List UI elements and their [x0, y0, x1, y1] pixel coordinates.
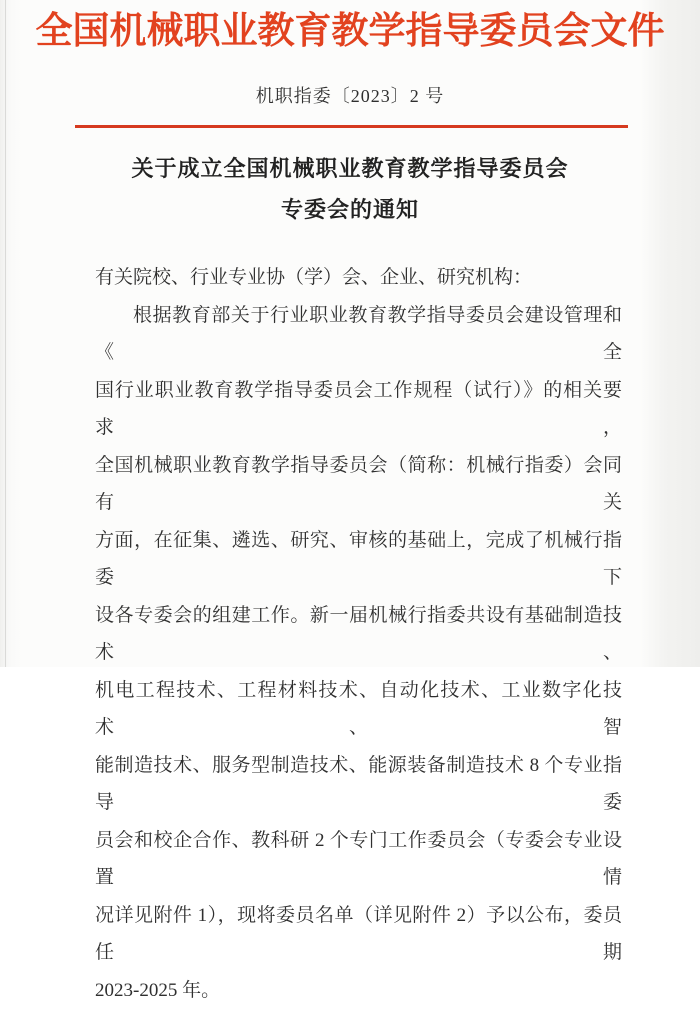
- body-line: 机电工程技术、工程材料技术、自动化技术、工业数字化技术、智: [95, 672, 622, 747]
- body-line: 况详见附件 1），现将委员名单（详见附件 2）予以公布，委员任期: [95, 897, 622, 972]
- notice-title-line2: 专委会的通知: [0, 189, 700, 230]
- document-number: 机职指委〔2023〕2 号: [0, 82, 700, 108]
- body-line: 根据教育部关于行业职业教育教学指导委员会建设管理和《全: [95, 297, 622, 372]
- body-line: 设各专委会的组建工作。新一届机械行指委共设有基础制造技术、: [95, 597, 622, 672]
- body-line: 能制造技术、服务型制造技术、能源装备制造技术 8 个专业指导委: [95, 747, 622, 822]
- notice-title-line1: 关于成立全国机械职业教育教学指导委员会: [0, 148, 700, 189]
- body-line: 国行业职业教育教学指导委员会工作规程（试行）》的相关要求，: [95, 372, 622, 447]
- body-line: 2023-2025 年。: [95, 972, 622, 1009]
- letterhead-title: 全国机械职业教育教学指导委员会文件: [0, 6, 700, 58]
- document-body: [95, 259, 622, 1009]
- notice-title: [0, 148, 700, 230]
- body-line: 有关院校、行业专业协（学）会、企业、研究机构：: [95, 259, 622, 297]
- body-line: 全国机械职业教育教学指导委员会（简称：机械行指委）会同有关: [95, 447, 622, 522]
- body-line: 员会和校企合作、教科研 2 个专门工作委员会（专委会专业设置情: [95, 822, 622, 897]
- red-separator-line: [75, 125, 628, 128]
- body-line: 方面，在征集、遴选、研究、审核的基础上，完成了机械行指委下: [95, 522, 622, 597]
